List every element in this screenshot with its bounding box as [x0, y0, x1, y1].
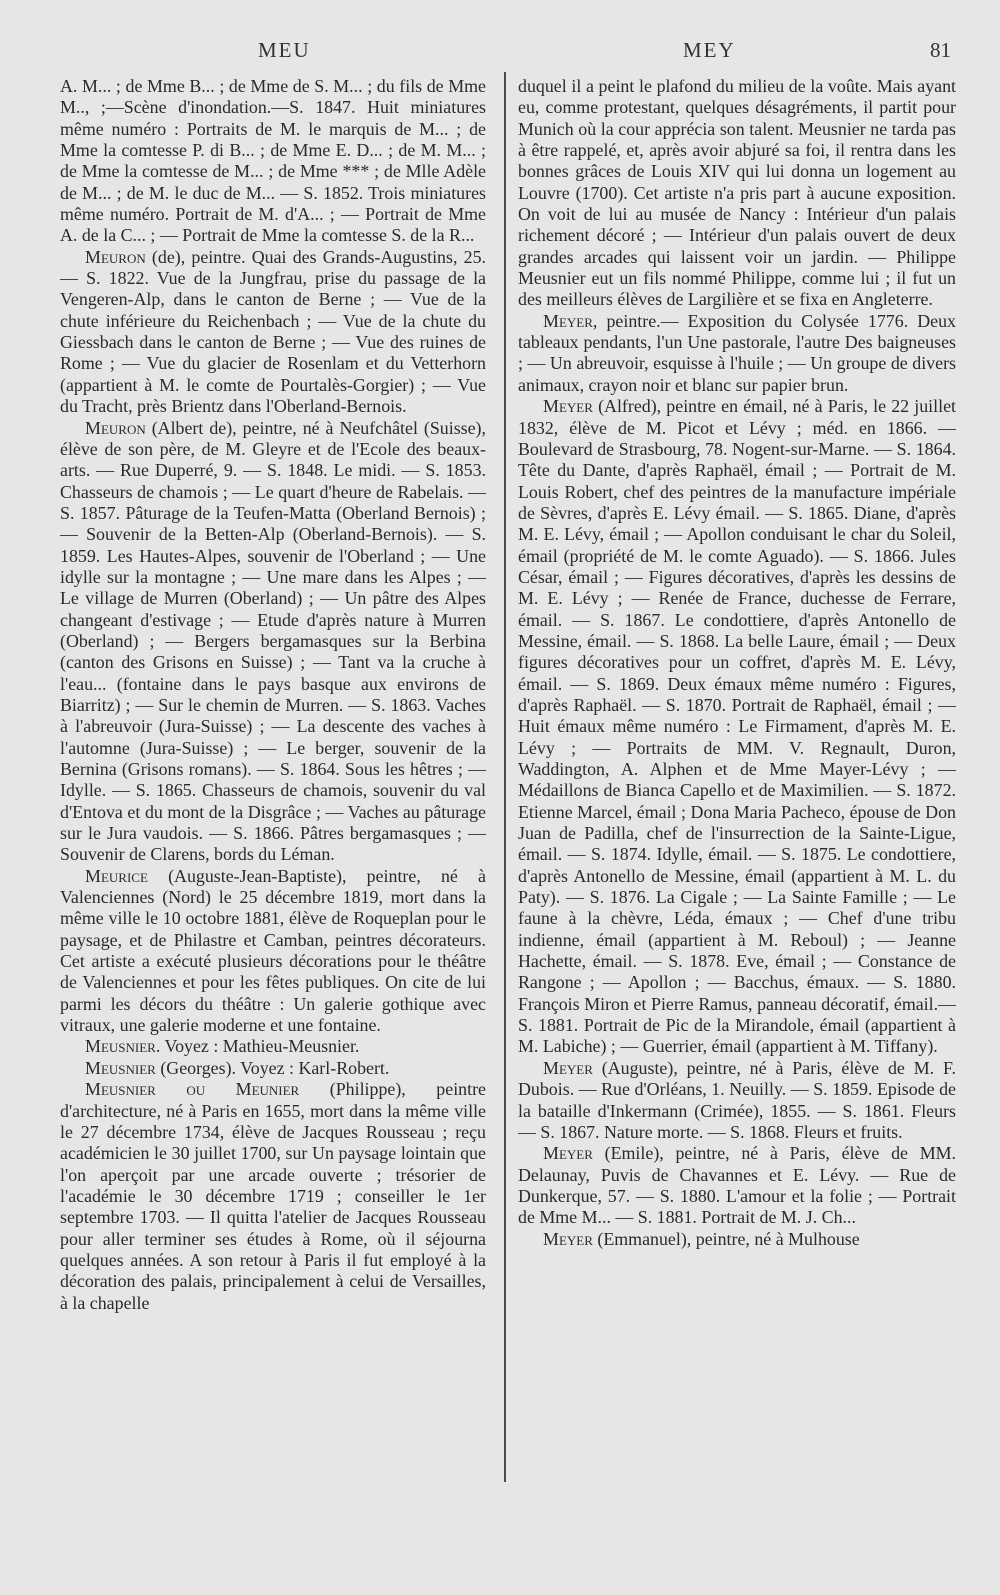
entry-paragraph — [60, 1079, 486, 1314]
running-head-left: MEU — [258, 38, 311, 62]
entry-paragraph — [518, 396, 956, 1058]
entry-text: (Auguste), peintre, né à Paris, élève de M. F. Dubois. — Rue d'Orléans, 1. Neuilly. — S. 1859. Episode de la bataille d'Inkermann (Crimée), 1855. — S. 1861. Fleurs — S. 1867. Nature morte. — S. 1868. Fleurs et fruits. — [518, 1057, 956, 1142]
left-column — [60, 76, 486, 1536]
entry-text: . Voyez : Mathieu-Meusnier. — [155, 1036, 360, 1057]
entry-text: (Emile), peintre, né à Paris, élève de MM. Delaunay, Puvis de Chavannes et E. Lévy. — Rue de Dunkerque, 57. — S. 1880. L'amour et la folie ; — Portrait de Mme M... — S. 1881. Portrait de M. J. Ch... — [518, 1143, 956, 1228]
entry-headword: Meyer — [543, 1057, 593, 1078]
entry-text: (Auguste-Jean-Baptiste), peintre, né à Valenciennes (Nord) le 25 décembre 1819, mort dans la même ville le 10 octobre 1881, élève de Roqueplan pour le paysage, et de Philastre et Camban, peintres décorateurs. Cet artiste a exécuté plusieurs décorations pour le théâtre de Valenciennes et pour les fêtes publiques. On cite de lui parmi les décors du théâtre : Un galerie gothique avec vitraux, une galerie moderne et une fontaine. — [60, 865, 486, 1036]
entry-headword: Meyer — [543, 310, 593, 331]
entry-paragraph — [518, 1143, 956, 1228]
column-divider — [504, 72, 506, 1482]
entry-paragraph — [518, 1058, 956, 1143]
entry-text: A. M... ; de Mme B... ; de Mme de S. M... ; du fils de Mme M.., ;—Scène d'inondation.—S. 1847. Huit miniatures même numéro : Portraits de M. le marquis de M... ; de Mme la comtesse P. di B... ; de Mme E. D... ; de M. M... ; de Mme la comtesse de M... ; de Mme *** ; de Mlle Adèle de M... ; de M. le duc de M... — S. 1852. Trois miniatures même numéro. Portrait de M. d'A... ; — Portrait de Mme A. de la C... ; — Portrait de Mme la comtesse S. de la R... — [60, 76, 486, 246]
entry-headword: Meusnier — [85, 1057, 156, 1078]
entry-text: duquel il a peint le plafond du milieu de la voûte. Mais ayant eu, comme protestant, quelques désagréments, il partit pour Munich où la cour apprécia son talent. Meusnier ne tarda pas à être rappelé, et, après avoir abjuré sa foi, il rentra dans les bonnes grâces de Louis XIV qui lui donna un logement au Louvre (1700). Cet artiste n'a pris part à aucune exposition. On voit de lui au musée de Nancy : Intérieur d'un palais richement décoré ; — Intérieur d'un palais ouvert de deux grandes arcades qui laissent voir un jardin. — Philippe Meusnier eut un fils nommé Philippe, comme lui ; il fut un des meilleurs élèves de Largilière et se fixa en Angleterre. — [518, 76, 956, 310]
entry-headword: Meyer — [543, 1143, 593, 1164]
page-number: 81 — [930, 38, 951, 62]
entry-paragraph — [60, 76, 486, 247]
entry-text: (Emmanuel), peintre, né à Mulhouse — [592, 1228, 860, 1249]
entry-headword: Meyer — [543, 1228, 593, 1249]
entry-text: (Georges). Voyez : Karl-Robert. — [155, 1057, 390, 1078]
entry-text: , peintre.— Exposition du Colysée 1776. Deux tableaux pendants, l'un Une pastorale, l'autre Des baigneuses ; — Un abreuvoir, esquisse à l'huile ; — Un groupe de divers animaux, crayon noir et blanc sur papier brun. — [518, 310, 956, 395]
entry-headword: Meurice — [85, 865, 148, 886]
entry-paragraph — [518, 76, 956, 311]
right-column — [518, 76, 956, 1536]
entry-text: (de), peintre. Quai des Grands-Augustins, 25. — S. 1822. Vue de la Jungfrau, prise du passage de la Vengeren-Alp, dans le canton de Berne ; — Vue de la chute inférieure du Reichenbach ; — Vue de la chute du Giessbach dans le canton de Berne ; — Vue des ruines de Rome ; — Vue du glacier de Rosenlam et du Vetterhorn (appartient à M. le comte de Pourtalès-Gorgier) ; — Vue du Tracht, près Brientz dans l'Oberland-Bernois. — [60, 246, 486, 417]
entry-paragraph — [60, 247, 486, 418]
entry-paragraph — [60, 866, 486, 1037]
entry-paragraph — [518, 1229, 956, 1250]
entry-headword: Meuron — [85, 246, 146, 267]
entry-paragraph — [60, 1058, 486, 1079]
entry-text: (Alfred), peintre en émail, né à Paris, le 22 juillet 1832, élève de M. Picot et Lévy ; méd. en 1866. — Boulevard de Strasbourg, 78. Nogent-sur-Marne. — S. 1864. Tête du Dante, d'après Raphaël, émail ; — Portrait de M. Louis Robert, chef des peintres de la manufacture impériale de Sèvres, d'après E. Lévy émail. — S. 1865. Diane, d'après M. E. Lévy, émail ; — Apollon conduisant le char du Soleil, émail (propriété de M. le comte Aguado). — S. 1866. Jules César, émail ; — Figures décoratives, d'après les dessins de M. E. Lévy ; — Renée de France, duchesse de Ferrare, émail. — S. 1867. Le condottiere, d'après Antonello de Messine, émail. — S. 1868. La belle Laure, émail ; — Deux figures décoratives pour un coffret, d'après M. E. Lévy, émail. — S. 1869. Deux émaux même numéro : Figures, d'après Raphaël. — S. 1870. Portrait de Raphaël, émail ; — Huit émaux même numéro : Le Firmament, d'après M. E. Lévy ; — Portraits de MM. V. Regnault, Duron, Waddington, A. Alphen et de Mme Mayer-Lévy ; — Médaillons de Bianca Capello et de Maximilien. — S. 1872. Etienne Marcel, émail ; Dona Maria Pacheco, épouse de Don Juan de Padilla, chef de l'insurrection de la Sainte-Ligue, émail. — S. 1874. Idylle, émail. — S. 1875. Le condottiere, d'après Antonello de Messine, émail (appartient à M. L. du Paty). — S. 1876. La Cigale ; — La Sainte Famille ; — Le faune à la chèvre, Léda, émaux ; — Chef d'une tribu indienne, émail (appartient à M. Reboul) ; — Jeanne Hachette, émail. — S. 1878. Eve, émail ; — Constance de Rangone ; — Apollon ; — Bacchus, émaux. — S. 1880. François Miron et Pierre Ramus, panneau décoratif, émail.— S. 1881. Portrait de Pic de la Mirandole, émail (appartient à M. Labiche) ; — Guerrier, émail (appartient à M. Tiffany). — [518, 396, 956, 1057]
entry-headword: Meusnier — [85, 1036, 156, 1057]
entry-headword: Meuron — [85, 417, 146, 438]
entry-text: (Albert de), peintre, né à Neufchâtel (Suisse), élève de son père, de M. Gleyre et de l'Ecole des beaux-arts. — Rue Duperré, 9. — S. 1848. Le midi. — S. 1853. Chasseurs de chamois ; — Le quart d'heure de Rabelais. — S. 1857. Pâturage de la Teufen-Matta (Oberland Bernois) ; — Souvenir de la Betten-Alp (Oberland-Bernois). — S. 1859. Les Hautes-Alpes, souvenir de l'Oberland ; — Une idylle sur la montagne ; — Une mare dans les Alpes ; — Le village de Murren (Oberland) ; — Un pâtre des Alpes changeant d'estivage ; — Etude d'après nature à Murren (Oberland) ; — Bergers bergamasques sur la Berbina (canton des Grisons en Suisse) ; — Tant va la cruche à l'eau... (fontaine dans le pays basque aux environs de Biarritz) ; — Sur le chemin de Murren. — S. 1863. Vaches à l'abreuvoir (Jura-Suisse) ; — La descente des vaches à l'automne (Jura-Suisse) ; — Le berger, souvenir de la Bernina (Grisons romans). — S. 1864. Sous les hêtres ; — Idylle. — S. 1865. Chasseurs de chamois, souvenir du val d'Entova et du mont de la Disgrâce ; — Vaches au pâturage sur le Jura vaudois. — S. 1866. Pâtres bergamasques ; — Souvenir de Clarens, bords du Léman. — [60, 417, 486, 865]
entry-headword: Meusnier ou Meunier — [85, 1079, 300, 1100]
running-head-right: MEY — [683, 38, 736, 62]
entry-text: (Philippe), peintre d'architecture, né à Paris en 1655, mort dans la même ville le 27 décembre 1734, élève de Jacques Rousseau ; reçu académicien le 30 juillet 1700, sur Un paysage lointain que l'on aperçoit par une arcade ouverte ; trésorier de l'académie le 30 décembre 1719 ; conseiller le 1er septembre 1703. — Il quitta l'atelier de Jacques Rousseau pour aller terminer ses études à Rome, où il séjourna quelques années. A son retour à Paris il fut employé à la décoration des palais, principalement à celui de Versailles, à la chapelle — [60, 1079, 486, 1313]
entry-headword: Meyer — [543, 396, 593, 417]
entry-paragraph — [518, 311, 956, 396]
entry-paragraph — [60, 418, 486, 866]
entry-paragraph — [60, 1036, 486, 1057]
